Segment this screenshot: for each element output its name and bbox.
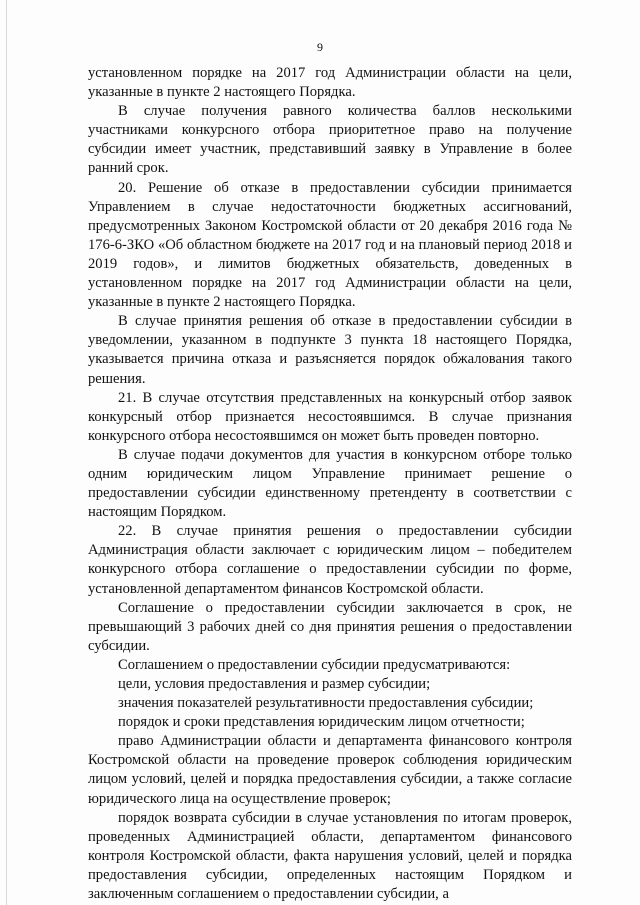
list-item-reporting: порядок и сроки представления юридическим лицом отчетности; — [118, 714, 525, 731]
paragraph-item-22: 22. В случае принятия решения о предоставлении субсидии Администрация области заключает с юридическим лицом – победителем конкурсного отбора соглашение о предоставлении субсидии по форме, установленной департаментом финансов Костромской области. — [88, 523, 572, 597]
paragraph-item-21: 21. В случае отсутствия представленных на конкурсный отбор заявок конкурсный отбор признается несостоявшимся. В случае признания конкурсного отбора несостоявшимся он может быть проведен повторно. — [88, 389, 572, 444]
list-item-goals: цели, условия предоставления и размер субсидии; — [118, 676, 431, 692]
paragraph-agreement-term: Соглашение о предоставлении субсидии заключается в срок, не превышающий 3 рабочих дней со дня принятия решения о предоставлении субсидии. — [88, 599, 572, 654]
scan-edge-line — [6, 0, 7, 905]
paragraph-continuation: установленном порядке на 2017 год Администрации области на цели, указанные в пункте 2 настоящего Порядка. — [88, 65, 572, 101]
list-item-indicators: значения показателей результативности предоставления субсидии; — [118, 695, 534, 712]
list-item-inspections: право Администрации области и департамента финансового контроля Костромской области на проведение проверок соблюдения юридическим лицом условий, целей и порядка предоставления субсидии, а также согласие юридического лица на осуществление проверок; — [88, 733, 572, 807]
list-item-refund-procedure: порядок возврата субсидии в случае установления по итогам проверок, проведенных Администрацией области, департаментом финансового контроля Костромской области, факта нарушения условий, целей и порядка предоставления субсидии, определенных настоящим Порядком и заключенным соглашением о предоставлении субсидии, а — [88, 809, 572, 903]
paragraph-agreement-provisions: Соглашением о предоставлении субсидии предусматриваются: — [118, 656, 511, 673]
document-body — [88, 64, 572, 904]
paragraph-item-20: 20. Решение об отказе в предоставлении субсидии принимается Управлением в случае недостаточности бюджетных ассигнований, предусмотренных Законом Костромской области от 20 декабря 2016 года № 176-6-ЗКО «Об областном бюджете на 2017 год и на плановый период 2018 и 2019 годов», и лимитов бюджетных обязательств, доведенных в установленном порядке на 2017 год Администрации области на цели, указанные в пункте 2 настоящего Порядка. — [88, 179, 572, 311]
page-number: 9 — [317, 40, 323, 54]
paragraph-single-applicant: В случае подачи документов для участия в конкурсном отборе только одним юридическим лицом Управление принимает решение о предоставлении субсидии единственному претенденту в соответствии с настоящим Порядком. — [88, 446, 572, 521]
paragraph-equal-scores: В случае получения равного количества баллов несколькими участниками конкурсного отбора приоритетное право на получение субсидии имеет участник, представивший заявку в Управление в более ранний срок. — [88, 103, 572, 177]
paragraph-refusal-notice: В случае принятия решения об отказе в предоставлении субсидии в уведомлении, указанном в подпункте 3 пункта 18 настоящего Порядка, указывается причина отказа и разъясняется порядок обжалования такого решения. — [88, 313, 572, 387]
